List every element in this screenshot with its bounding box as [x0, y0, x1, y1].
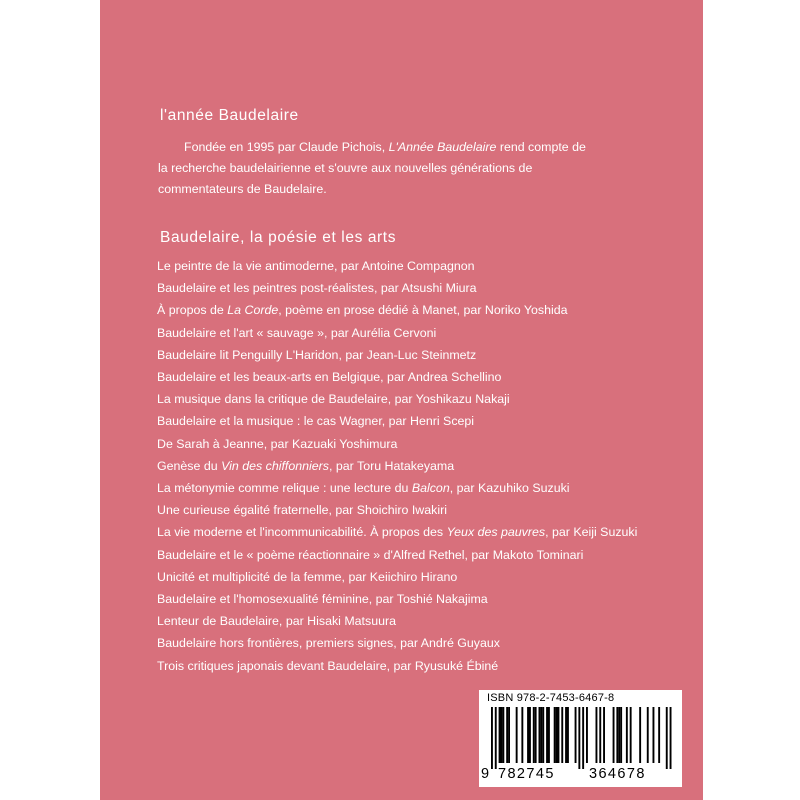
- entry-text: , par Kazuhiko Suzuki: [449, 481, 570, 496]
- entry-text: Genèse du: [157, 458, 222, 473]
- entry-text: La vie moderne et l'incommunicabilité. À propos des: [157, 525, 447, 540]
- contents-entry: Une curieuse égalité fraternelle, par Shoichiro Iwakiri: [157, 503, 447, 518]
- barcode-bar: [626, 707, 628, 763]
- intro-text-start: Fondée en 1995 par Claude Pichois,: [184, 140, 389, 154]
- contents-entry: Baudelaire et la musique : le cas Wagner, par Henri Scepi: [157, 414, 475, 429]
- contents-entry: De Sarah à Jeanne, par Kazuaki Yoshimura: [157, 436, 398, 451]
- back-cover: [100, 0, 703, 800]
- barcode-bar: [506, 707, 508, 763]
- barcode-bar: [561, 707, 563, 763]
- barcode-bar: [578, 707, 580, 769]
- barcode-bar: [554, 707, 556, 763]
- intro-paragraph: [158, 137, 588, 200]
- contents-entry: Baudelaire et les peintres post-réalistes, par Atsushi Miura: [157, 281, 477, 296]
- contents-entry: [157, 521, 637, 543]
- barcode-bar: [499, 707, 501, 763]
- barcode-bar: [539, 707, 541, 763]
- contents-entry: Baudelaire et les beaux-arts en Belgique, par Andrea Schellino: [157, 370, 502, 385]
- journal-title-italic: L'Année Baudelaire: [388, 140, 497, 154]
- intro-text-end: rend compte de la recherche baudelairienne et s'ouvre aux nouvelles générations de commentateurs de Baudelaire.: [158, 140, 586, 196]
- barcode-digit-first: 9: [481, 766, 491, 782]
- intro-section-title: l'année Baudelaire: [160, 107, 299, 124]
- entry-italic-title: Vin des chiffonniers: [221, 458, 329, 473]
- barcode-bar: [658, 707, 660, 763]
- contents-entry: Baudelaire lit Penguilly L'Haridon, par Jean-Luc Steinmetz: [157, 347, 477, 362]
- barcode-bar: [502, 707, 504, 763]
- barcode-bar: [599, 707, 601, 763]
- barcode-bar: [575, 707, 577, 763]
- barcode-bar: [521, 707, 523, 763]
- barcode-bar: [653, 707, 655, 763]
- barcode-bar: [565, 707, 567, 763]
- entry-italic-title: Yeux des pauvres: [446, 525, 546, 540]
- barcode-bar: [586, 707, 588, 763]
- barcode-digits-right: 364678: [589, 766, 646, 782]
- barcode-bar: [508, 707, 510, 763]
- barcode-bar: [613, 707, 615, 763]
- barcode-bar: [620, 707, 622, 763]
- barcode-bar: [558, 707, 560, 763]
- barcode-bar: [647, 707, 649, 763]
- table-of-contents: [157, 255, 637, 677]
- barcode-bar: [546, 707, 548, 763]
- barcode-bar: [582, 707, 584, 769]
- barcode-bar: [495, 707, 497, 769]
- entry-italic-title: La Corde: [227, 303, 279, 318]
- barcode-bar: [548, 707, 550, 763]
- barcode-digits-left: 782745: [498, 766, 555, 782]
- barcode-bar: [666, 707, 668, 769]
- contents-entry: La musique dans la critique de Baudelaire, par Yoshikazu Nakaji: [157, 392, 510, 407]
- barcode-bar: [567, 707, 569, 763]
- barcode-bar: [501, 707, 503, 763]
- barcode-bar: [670, 707, 672, 769]
- barcode-bar: [603, 707, 605, 763]
- contents-entry: Lenteur de Baudelaire, par Hisaki Matsuura: [157, 614, 396, 629]
- barcode-bar: [616, 707, 618, 763]
- contents-entry: Le peintre de la vie antimoderne, par Antoine Compagnon: [157, 259, 475, 273]
- entry-italic-title: Balcon: [411, 481, 450, 496]
- isbn-label: ISBN 978-2-7453-6467-8: [487, 692, 615, 704]
- barcode-bar: [596, 707, 598, 763]
- barcode-bar: [639, 707, 641, 763]
- barcode-bar: [516, 707, 518, 763]
- contents-entry: Baudelaire et l'homosexualité féminine, par Toshié Nakajima: [157, 592, 488, 607]
- barcode-bar: [556, 707, 558, 763]
- barcode-bar: [533, 707, 535, 763]
- contents-entry: Unicité et multiplicité de la femme, par Keiichiro Hirano: [157, 569, 458, 584]
- entry-text: , par Toru Hatakeyama: [329, 458, 455, 473]
- contents-section-title: Baudelaire, la poésie et les arts: [160, 229, 397, 246]
- barcode-bar: [491, 707, 493, 769]
- entry-text: , poème en prose dédié à Manet, par Noriko Yoshida: [278, 303, 568, 318]
- barcode-bar: [535, 707, 537, 763]
- contents-entry: Trois critiques japonais devant Baudelaire, par Ryusuké Ébiné: [157, 658, 499, 673]
- contents-entry: Baudelaire et le « poème réactionnaire » d'Alfred Rethel, par Makoto Tominari: [157, 547, 584, 562]
- barcode-bar: [527, 707, 529, 763]
- barcode-bar: [529, 707, 531, 763]
- barcode-bar: [630, 707, 632, 763]
- barcode-bar: [542, 707, 544, 763]
- barcode-bar: [618, 707, 620, 763]
- contents-entry: Baudelaire et l'art « sauvage », par Aurélia Cervoni: [157, 325, 437, 340]
- contents-entry: Baudelaire hors frontières, premiers signes, par André Guyaux: [157, 636, 500, 651]
- barcode-bar: [540, 707, 542, 763]
- contents-entry: [157, 477, 637, 499]
- contents-entry: [157, 455, 637, 477]
- barcode-bars: [491, 707, 676, 769]
- entry-text: , par Keiji Suzuki: [545, 525, 638, 540]
- barcode-panel: [479, 690, 682, 787]
- entry-text: La métonymie comme relique : une lecture du: [157, 481, 412, 496]
- contents-entry: [157, 299, 637, 321]
- entry-text: À propos de: [157, 303, 228, 318]
